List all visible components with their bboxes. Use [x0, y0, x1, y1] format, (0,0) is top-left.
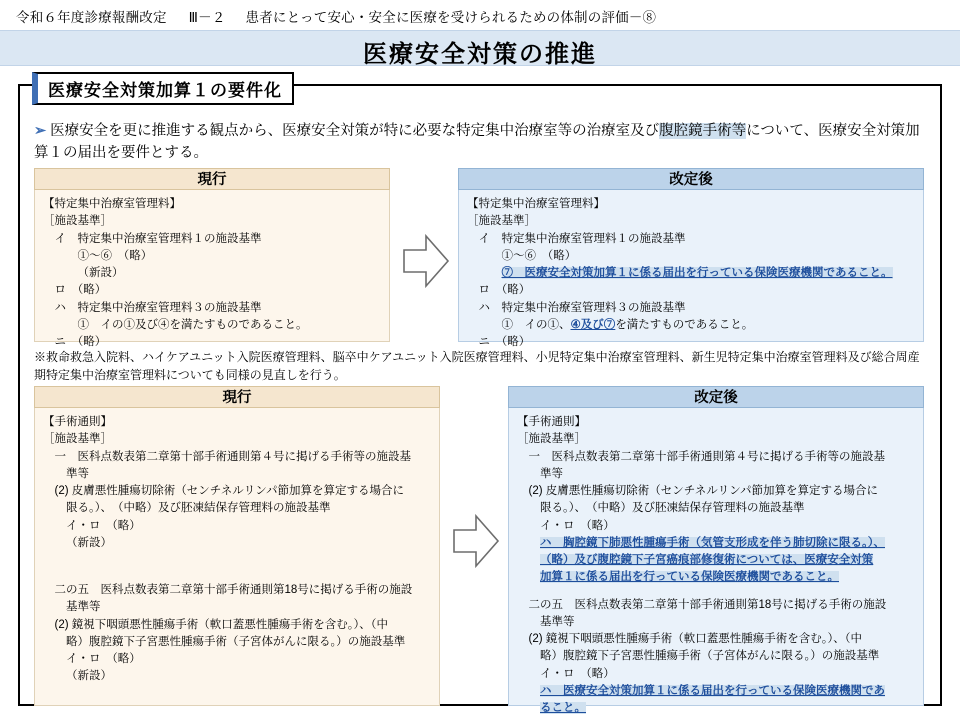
lead-highlight: 腹腔鏡手術等 [659, 123, 747, 139]
top-note: ※救命救急入院料、ハイケアユニット入院医療管理料、脳卒中ケアユニット入院医療管理料、小児特定集中治療室管理料、新生児特定集中治療室管理料及び総合周産期特定集中治療室管理料についても同様の見直しを行う。 [34, 350, 920, 382]
line: 二の五 医科点数表第二章第十部手術通則第18号に掲げる手術の施設 [54, 584, 413, 596]
arrow-bottom [452, 512, 500, 570]
line: 準等 [66, 467, 89, 480]
line: イ 特定集中治療室管理料１の施設基準 [478, 232, 686, 245]
frame-title: 医療安全対策加算１の要件化 [32, 72, 294, 105]
line: (2) 鏡視下咽頭悪性腫瘍手術（軟口蓋悪性腫瘍手術を含む。）、（中 [528, 633, 862, 645]
line: ニ （略） [478, 336, 531, 348]
top-current-label: 現行 [34, 168, 390, 190]
line: ［施設基準］ [467, 215, 536, 228]
line: 準等 [540, 467, 563, 480]
line: (2) 皮膚悪性腫瘍切除術（センチネルリンパ節加算を算定する場合に [528, 485, 878, 497]
line: 【手術通則】 [517, 416, 586, 428]
line-new: ⑦ 医療安全対策加算１に係る届出を行っている保険医療機関であること。 [501, 267, 893, 279]
top-current-body [34, 190, 390, 348]
spacer [43, 562, 431, 572]
line: 二の五 医科点数表第二章第十部手術通則第18号に掲げる手術の施設 [528, 598, 887, 611]
line: ① イの①及び④を満たすものであること。 [77, 318, 308, 331]
line: 略）腹腔鏡下子宮悪性腫瘍手術（子宮体がんに限る。）の施設基準 [66, 635, 406, 648]
line: ①～⑥ （略） [77, 249, 153, 262]
line: ハ 特定集中治療室管理料３の施設基準 [478, 301, 686, 314]
line: ［施設基準］ [43, 215, 112, 228]
line: （新設） [66, 536, 112, 549]
line: イ・ロ （略） [66, 653, 141, 665]
line-new: 加算１に係る届出を行っている保険医療機関であること。 [540, 571, 839, 584]
line-new: ること。 [540, 702, 586, 714]
line: (2) 鏡視下咽頭悪性腫瘍手術（軟口蓋悪性腫瘍手術を含む。）、（中 [54, 618, 388, 631]
line: 【特定集中治療室管理料】 [43, 198, 181, 210]
line: ニ （略） [54, 336, 107, 348]
top-revised-column [458, 168, 924, 348]
top-current-column [34, 168, 390, 348]
line: ［施設基準］ [517, 433, 586, 446]
slide-kicker [16, 6, 656, 26]
line: 略）腹腔鏡下子宮悪性腫瘍手術（子宮体がんに限る。）の施設基準 [540, 650, 880, 663]
bottom-current-body [34, 408, 440, 706]
spacer [517, 587, 915, 597]
line: ロ （略） [54, 284, 107, 297]
top-revised-body [458, 190, 924, 348]
arrow-top [402, 232, 450, 290]
line: イ 特定集中治療室管理料１の施設基準 [54, 232, 262, 245]
line: イ・ロ （略） [540, 519, 615, 532]
line: ハ 特定集中治療室管理料３の施設基準 [54, 301, 262, 314]
kicker-section: Ⅲ－２ [188, 10, 226, 25]
page-title: 医療安全対策の推進 [363, 41, 597, 68]
top-revised-label: 改定後 [458, 168, 924, 190]
line-new: ハ 胸腔鏡下肺悪性腫瘍手術（気管支形成を伴う肺切除に限る。）、 [540, 536, 885, 549]
line: 【手術通則】 [43, 416, 112, 428]
line: (2) 皮膚悪性腫瘍切除術（センチネルリンパ節加算を算定する場合に [54, 485, 404, 497]
line-new: ハ 医療安全対策加算１に係る届出を行っている保険医療機関であ [540, 684, 885, 697]
lead-text-2: について、医療安全対策加算１の届出を要件とする。 [34, 123, 920, 162]
line: （新設） [66, 670, 112, 683]
line: 限る。）、 （中略）及び胚凍結保存管理料の施設基準 [66, 502, 331, 515]
line: ［施設基準］ [43, 433, 112, 446]
spacer [43, 552, 431, 562]
line: 一 医科点数表第二章第十部手術通則第４号に掲げる手術等の施設基 [528, 450, 885, 463]
line: 基準等 [540, 615, 575, 628]
bottom-revised-body [508, 408, 924, 714]
bottom-current-column [34, 386, 440, 706]
lead-text-1: 医療安全を更に推進する観点から、医療安全対策が特に必要な特定集中治療室等の治療室及び [50, 123, 660, 139]
line: 基準等 [66, 601, 101, 614]
bullet-icon: ➢ [34, 123, 47, 139]
line-new: ① イの①、④及び⑦を満たすものであること。 [501, 318, 754, 331]
line: ロ （略） [478, 284, 531, 297]
bottom-revised-column [508, 386, 924, 714]
line: 限る。）、 （中略）及び胚凍結保存管理料の施設基準 [540, 502, 805, 515]
spacer [43, 572, 431, 582]
line: イ・ロ （略） [540, 667, 615, 680]
line: 一 医科点数表第二章第十部手術通則第４号に掲げる手術等の施設基 [54, 450, 411, 463]
line: 【特定集中治療室管理料】 [467, 198, 605, 210]
kicker-left: 令和６年度診療報酬改定 [16, 10, 167, 25]
kicker-subtitle: 患者にとって安心・安全に医療を受けられるための体制の評価－⑧ [245, 10, 657, 25]
line: ①～⑥ （略） [501, 249, 577, 262]
title-band [0, 30, 960, 66]
line-new: （略）及び腹腔鏡下子宮癌痕部修復術については、医療安全対策 [540, 554, 874, 566]
lead-paragraph [34, 120, 924, 165]
bottom-current-label: 現行 [34, 386, 440, 408]
line: （新設） [77, 267, 124, 279]
bottom-revised-label: 改定後 [508, 386, 924, 408]
line: イ・ロ （略） [66, 519, 141, 532]
